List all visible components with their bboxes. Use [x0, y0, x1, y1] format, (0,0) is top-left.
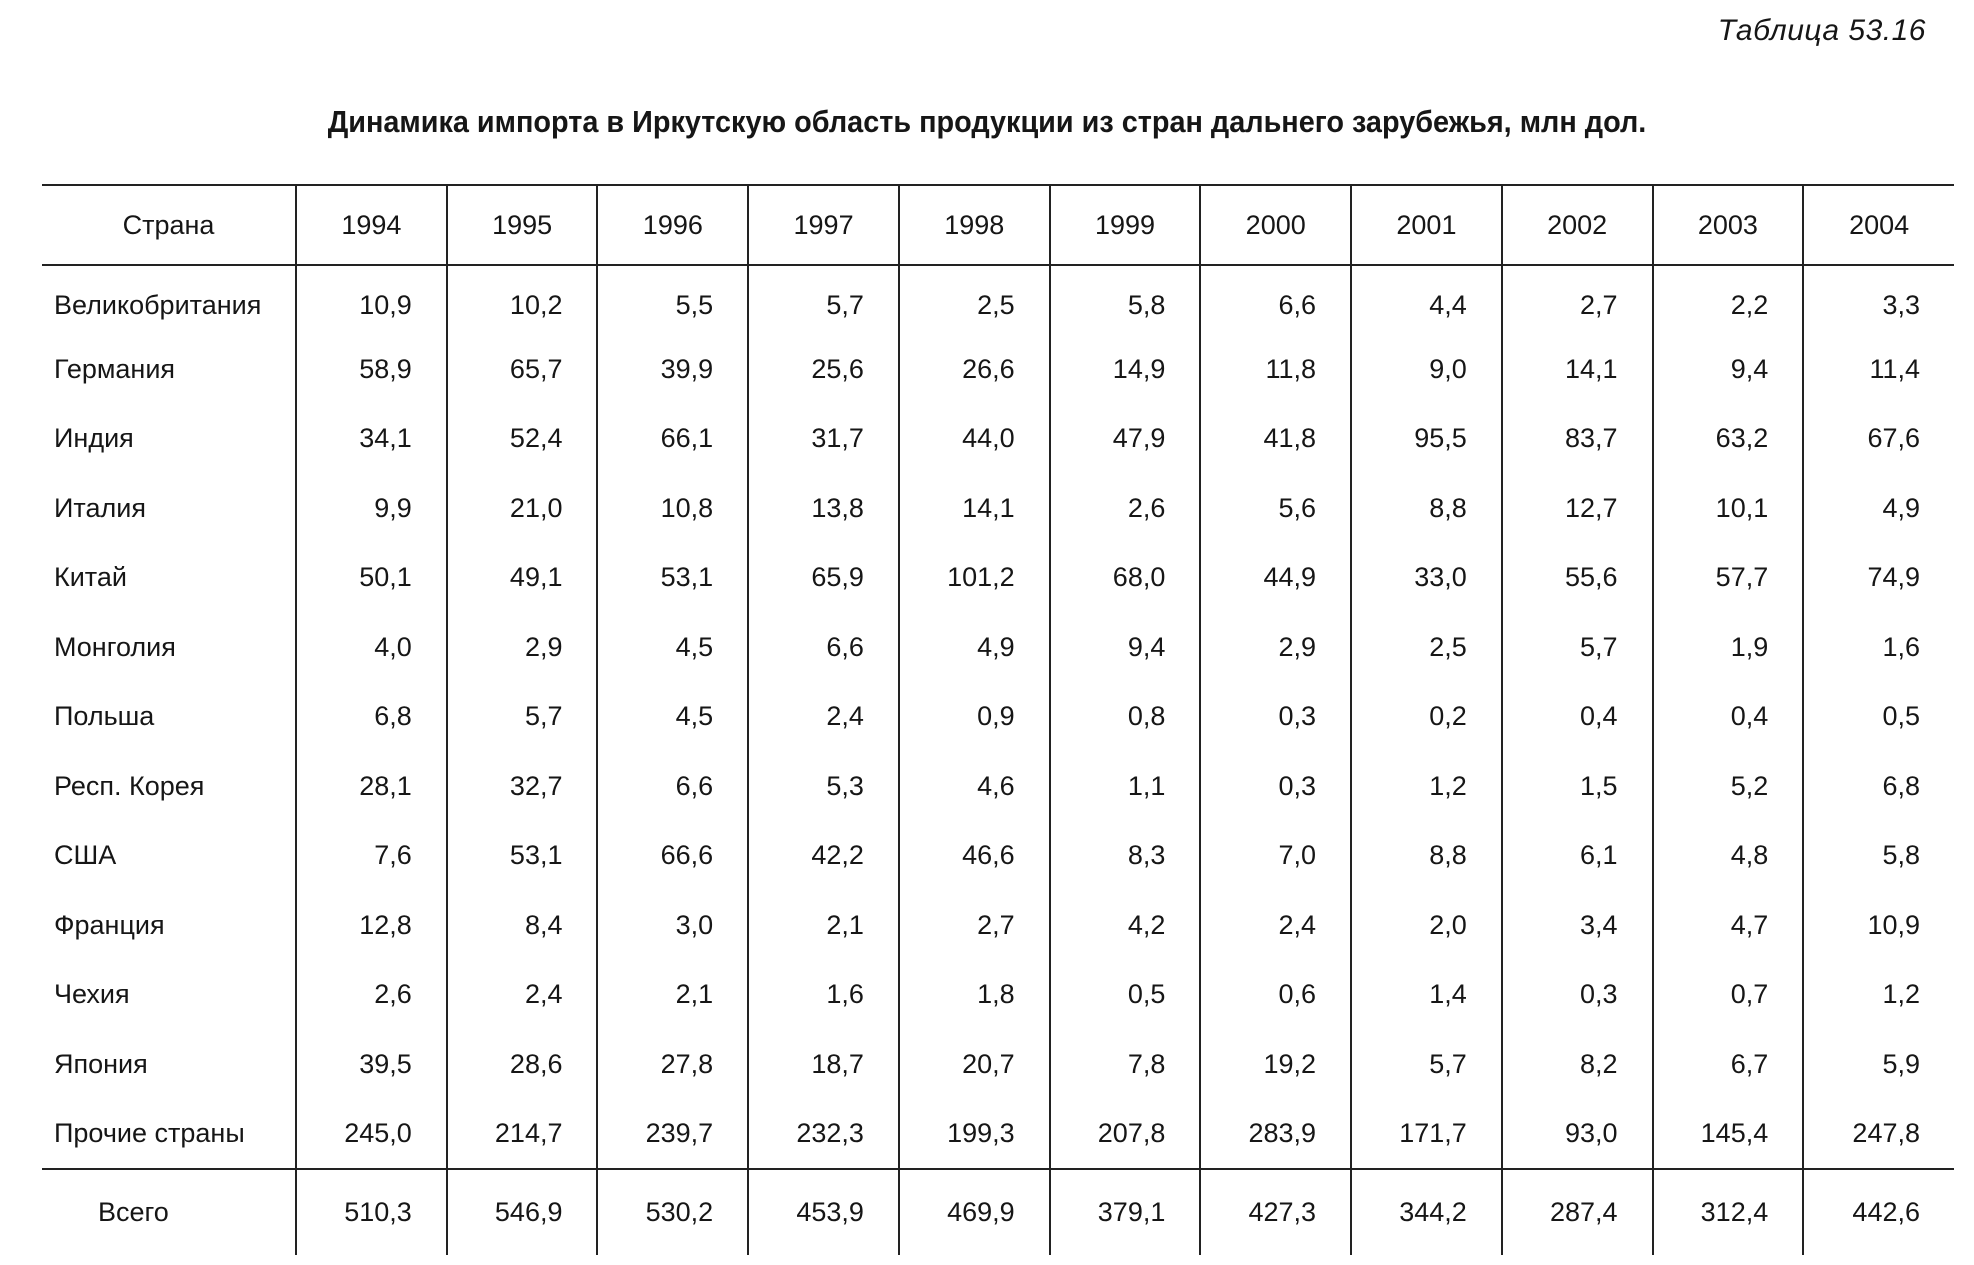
value-cell: 3,3: [1803, 265, 1954, 335]
value-cell: 199,3: [899, 1099, 1050, 1169]
column-header-year: 1995: [447, 185, 598, 265]
value-cell: 49,1: [447, 543, 598, 613]
value-cell: 46,6: [899, 821, 1050, 891]
value-cell: 65,9: [748, 543, 899, 613]
value-cell: 2,4: [748, 682, 899, 752]
value-cell: 0,5: [1803, 682, 1954, 752]
value-cell: 66,1: [597, 404, 748, 474]
value-cell: 39,5: [296, 1030, 447, 1100]
value-cell: 5,8: [1050, 265, 1201, 335]
value-cell: 10,8: [597, 474, 748, 544]
column-header-year: 2004: [1803, 185, 1954, 265]
table-row: [42, 404, 1954, 474]
table-row: [42, 682, 1954, 752]
table-row: [42, 1030, 1954, 1100]
value-cell: 1,2: [1351, 752, 1502, 822]
value-cell: 8,8: [1351, 474, 1502, 544]
country-cell: Германия: [54, 353, 176, 384]
value-cell: 58,9: [296, 335, 447, 405]
value-cell: 25,6: [748, 335, 899, 405]
value-cell: 5,9: [1803, 1030, 1954, 1100]
value-cell: 83,7: [1502, 404, 1653, 474]
value-cell: 10,2: [447, 265, 598, 335]
total-row: [42, 1169, 1954, 1255]
value-cell: 57,7: [1653, 543, 1804, 613]
country-cell: США: [54, 840, 117, 871]
table-row: [42, 474, 1954, 544]
value-cell: 6,6: [1200, 265, 1351, 335]
country-cell: Индия: [54, 423, 134, 454]
country-cell: Респ. Корея: [54, 770, 205, 801]
total-value-cell: 469,9: [899, 1169, 1050, 1255]
value-cell: 1,9: [1653, 613, 1804, 683]
country-cell: Франция: [54, 909, 165, 940]
value-cell: 232,3: [748, 1099, 899, 1169]
value-cell: 8,2: [1502, 1030, 1653, 1100]
table-row: [42, 960, 1954, 1030]
value-cell: 0,4: [1653, 682, 1804, 752]
table-row: [42, 1099, 1954, 1169]
value-cell: 12,8: [296, 891, 447, 961]
value-cell: 10,9: [1803, 891, 1954, 961]
value-cell: 5,7: [447, 682, 598, 752]
total-value-cell: 427,3: [1200, 1169, 1351, 1255]
country-cell: Япония: [54, 1048, 148, 1079]
value-cell: 0,3: [1502, 960, 1653, 1030]
value-cell: 2,1: [597, 960, 748, 1030]
table-number: Таблица 53.16: [1717, 14, 1926, 47]
value-cell: 247,8: [1803, 1099, 1954, 1169]
value-cell: 63,2: [1653, 404, 1804, 474]
value-cell: 2,0: [1351, 891, 1502, 961]
value-cell: 4,0: [296, 613, 447, 683]
value-cell: 1,5: [1502, 752, 1653, 822]
value-cell: 53,1: [447, 821, 598, 891]
value-cell: 6,6: [597, 752, 748, 822]
value-cell: 2,9: [447, 613, 598, 683]
value-cell: 34,1: [296, 404, 447, 474]
value-cell: 6,6: [748, 613, 899, 683]
country-cell: Монголия: [54, 631, 176, 662]
value-cell: 7,8: [1050, 1030, 1201, 1100]
value-cell: 39,9: [597, 335, 748, 405]
value-cell: 44,9: [1200, 543, 1351, 613]
value-cell: 4,4: [1351, 265, 1502, 335]
country-cell: Италия: [54, 492, 146, 523]
table-row: [42, 613, 1954, 683]
value-cell: 10,1: [1653, 474, 1804, 544]
value-cell: 0,2: [1351, 682, 1502, 752]
value-cell: 2,7: [1502, 265, 1653, 335]
value-cell: 53,1: [597, 543, 748, 613]
value-cell: 3,4: [1502, 891, 1653, 961]
value-cell: 0,4: [1502, 682, 1653, 752]
value-cell: 6,7: [1653, 1030, 1804, 1100]
value-cell: 1,4: [1351, 960, 1502, 1030]
total-value-cell: 287,4: [1502, 1169, 1653, 1255]
value-cell: 18,7: [748, 1030, 899, 1100]
table-row: [42, 821, 1954, 891]
value-cell: 67,6: [1803, 404, 1954, 474]
value-cell: 66,6: [597, 821, 748, 891]
value-cell: 95,5: [1351, 404, 1502, 474]
value-cell: 9,0: [1351, 335, 1502, 405]
column-header-year: 1997: [748, 185, 899, 265]
country-cell: Прочие страны: [54, 1117, 245, 1148]
value-cell: 9,9: [296, 474, 447, 544]
value-cell: 0,3: [1200, 682, 1351, 752]
table-row: [42, 265, 1954, 335]
import-dynamics-table: [42, 184, 1954, 1255]
value-cell: 4,2: [1050, 891, 1201, 961]
value-cell: 9,4: [1050, 613, 1201, 683]
value-cell: 52,4: [447, 404, 598, 474]
total-value-cell: 453,9: [748, 1169, 899, 1255]
table-row: [42, 891, 1954, 961]
value-cell: 1,8: [899, 960, 1050, 1030]
value-cell: 21,0: [447, 474, 598, 544]
value-cell: 8,8: [1351, 821, 1502, 891]
value-cell: 7,0: [1200, 821, 1351, 891]
value-cell: 19,2: [1200, 1030, 1351, 1100]
column-header-year: 2003: [1653, 185, 1804, 265]
value-cell: 2,9: [1200, 613, 1351, 683]
column-header-year: 2002: [1502, 185, 1653, 265]
value-cell: 0,5: [1050, 960, 1201, 1030]
value-cell: 6,8: [1803, 752, 1954, 822]
country-cell: Польша: [54, 701, 155, 732]
value-cell: 4,8: [1653, 821, 1804, 891]
value-cell: 8,3: [1050, 821, 1201, 891]
value-cell: 1,6: [1803, 613, 1954, 683]
country-cell: Чехия: [54, 979, 130, 1010]
value-cell: 2,6: [296, 960, 447, 1030]
column-header-year: 2000: [1200, 185, 1351, 265]
value-cell: 5,7: [1351, 1030, 1502, 1100]
value-cell: 4,9: [1803, 474, 1954, 544]
column-header-year: 2001: [1351, 185, 1502, 265]
value-cell: 214,7: [447, 1099, 598, 1169]
column-header-year: 1999: [1050, 185, 1201, 265]
value-cell: 5,7: [1502, 613, 1653, 683]
table-footer: [42, 1169, 1954, 1255]
value-cell: 239,7: [597, 1099, 748, 1169]
value-cell: 2,7: [899, 891, 1050, 961]
value-cell: 5,8: [1803, 821, 1954, 891]
value-cell: 2,2: [1653, 265, 1804, 335]
value-cell: 14,1: [1502, 335, 1653, 405]
total-value-cell: 344,2: [1351, 1169, 1502, 1255]
value-cell: 14,9: [1050, 335, 1201, 405]
value-cell: 6,1: [1502, 821, 1653, 891]
value-cell: 68,0: [1050, 543, 1201, 613]
value-cell: 12,7: [1502, 474, 1653, 544]
table-row: [42, 752, 1954, 822]
value-cell: 42,2: [748, 821, 899, 891]
value-cell: 10,9: [296, 265, 447, 335]
value-cell: 7,6: [296, 821, 447, 891]
value-cell: 0,3: [1200, 752, 1351, 822]
value-cell: 4,5: [597, 682, 748, 752]
value-cell: 207,8: [1050, 1099, 1201, 1169]
value-cell: 4,5: [597, 613, 748, 683]
value-cell: 65,7: [447, 335, 598, 405]
value-cell: 5,2: [1653, 752, 1804, 822]
value-cell: 4,9: [899, 613, 1050, 683]
value-cell: 74,9: [1803, 543, 1954, 613]
value-cell: 1,6: [748, 960, 899, 1030]
value-cell: 4,6: [899, 752, 1050, 822]
value-cell: 145,4: [1653, 1099, 1804, 1169]
column-header-year: 1996: [597, 185, 748, 265]
value-cell: 2,5: [1351, 613, 1502, 683]
value-cell: 3,0: [597, 891, 748, 961]
total-value-cell: 546,9: [447, 1169, 598, 1255]
value-cell: 8,4: [447, 891, 598, 961]
value-cell: 28,6: [447, 1030, 598, 1100]
value-cell: 20,7: [899, 1030, 1050, 1100]
value-cell: 2,1: [748, 891, 899, 961]
total-value-cell: 510,3: [296, 1169, 447, 1255]
total-value-cell: 530,2: [597, 1169, 748, 1255]
value-cell: 283,9: [1200, 1099, 1351, 1169]
column-header-country: Страна: [42, 185, 296, 265]
value-cell: 13,8: [748, 474, 899, 544]
column-header-year: 1998: [899, 185, 1050, 265]
total-value-cell: 442,6: [1803, 1169, 1954, 1255]
value-cell: 93,0: [1502, 1099, 1653, 1169]
value-cell: 101,2: [899, 543, 1050, 613]
value-cell: 0,9: [899, 682, 1050, 752]
value-cell: 5,5: [597, 265, 748, 335]
value-cell: 11,4: [1803, 335, 1954, 405]
value-cell: 2,6: [1050, 474, 1201, 544]
value-cell: 0,6: [1200, 960, 1351, 1030]
value-cell: 1,2: [1803, 960, 1954, 1030]
value-cell: 171,7: [1351, 1099, 1502, 1169]
value-cell: 9,4: [1653, 335, 1804, 405]
value-cell: 5,3: [748, 752, 899, 822]
value-cell: 0,8: [1050, 682, 1201, 752]
value-cell: 1,1: [1050, 752, 1201, 822]
value-cell: 4,7: [1653, 891, 1804, 961]
total-label: Всего: [42, 1169, 296, 1255]
value-cell: 28,1: [296, 752, 447, 822]
value-cell: 33,0: [1351, 543, 1502, 613]
value-cell: 5,6: [1200, 474, 1351, 544]
value-cell: 0,7: [1653, 960, 1804, 1030]
value-cell: 6,8: [296, 682, 447, 752]
value-cell: 32,7: [447, 752, 598, 822]
value-cell: 31,7: [748, 404, 899, 474]
country-cell: Китай: [54, 562, 127, 593]
value-cell: 27,8: [597, 1030, 748, 1100]
value-cell: 2,4: [447, 960, 598, 1030]
value-cell: 50,1: [296, 543, 447, 613]
value-cell: 11,8: [1200, 335, 1351, 405]
header-row: [42, 185, 1954, 265]
column-header-year: 1994: [296, 185, 447, 265]
value-cell: 47,9: [1050, 404, 1201, 474]
table-row: [42, 335, 1954, 405]
country-cell: Великобритания: [54, 289, 262, 320]
total-value-cell: 312,4: [1653, 1169, 1804, 1255]
value-cell: 55,6: [1502, 543, 1653, 613]
table-body: [42, 265, 1954, 1169]
value-cell: 14,1: [899, 474, 1050, 544]
value-cell: 41,8: [1200, 404, 1351, 474]
value-cell: 2,5: [899, 265, 1050, 335]
value-cell: 2,4: [1200, 891, 1351, 961]
value-cell: 44,0: [899, 404, 1050, 474]
table-title: Динамика импорта в Иркутскую область продукции из стран дальнего зарубежья, млн дол.: [327, 104, 1647, 139]
value-cell: 245,0: [296, 1099, 447, 1169]
value-cell: 5,7: [748, 265, 899, 335]
value-cell: 26,6: [899, 335, 1050, 405]
table-row: [42, 543, 1954, 613]
total-value-cell: 379,1: [1050, 1169, 1201, 1255]
table-header: [42, 185, 1954, 265]
